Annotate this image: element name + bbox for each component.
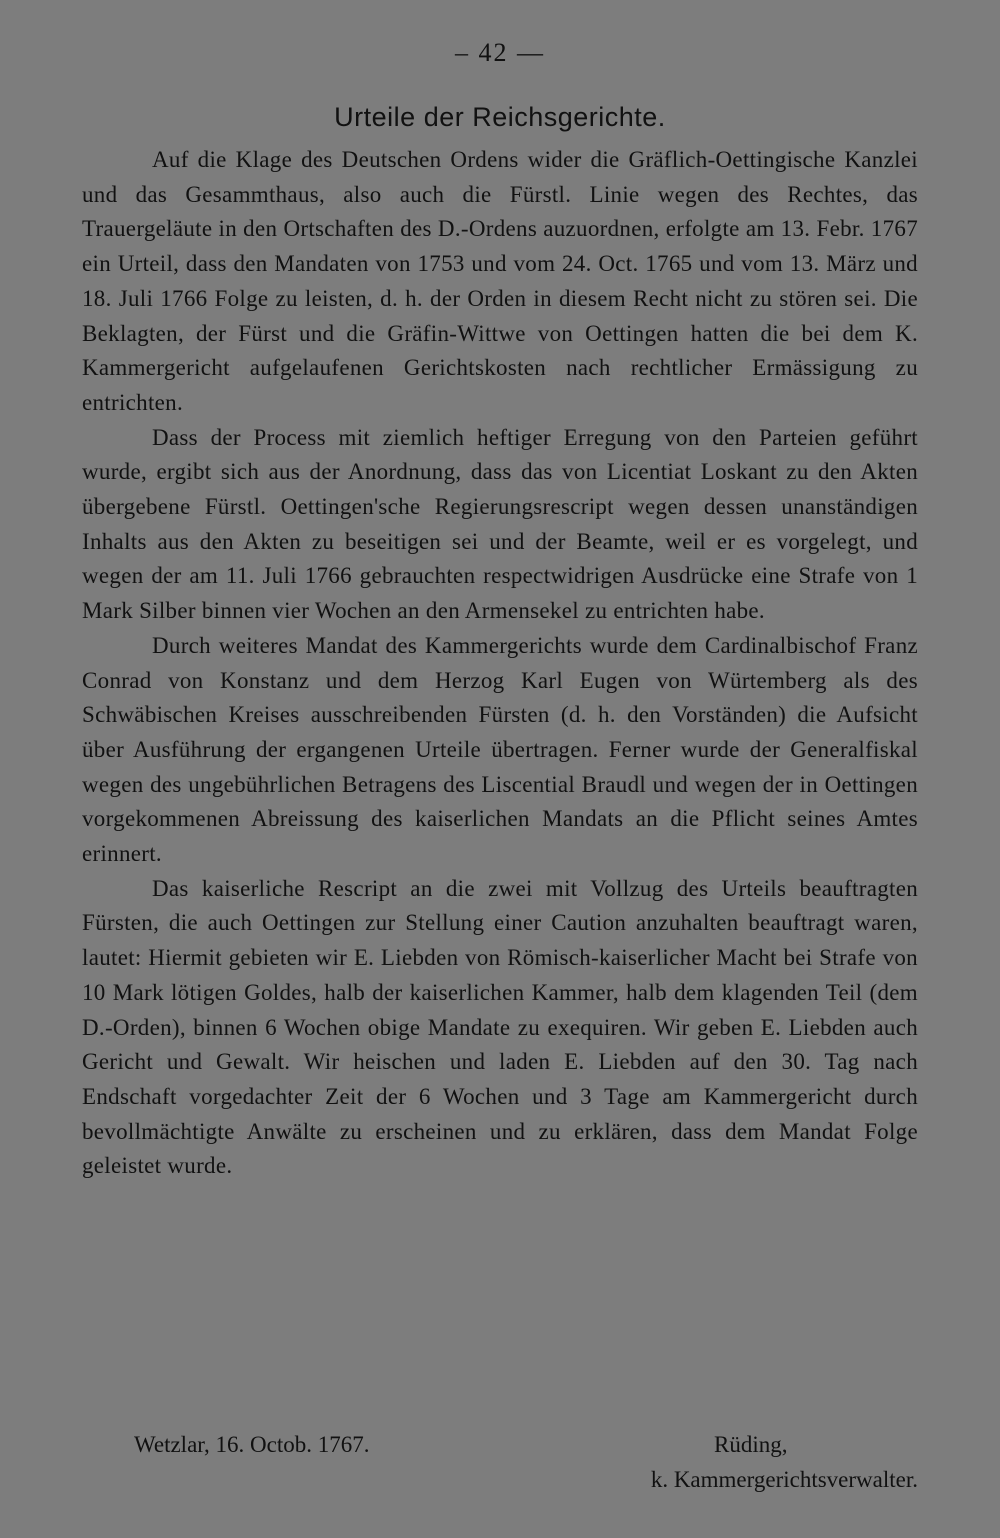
signer-name: Rüding,	[714, 1432, 788, 1457]
place-date: Wetzlar, 16. Octob. 1767.	[134, 1432, 370, 1457]
paragraph-mandate: Durch weiteres Mandat des Kammergerichts wurde dem Cardinalbischof Franz Conrad von Konstanz und dem Herzog Karl Eugen von Würtemberg als des Schwäbischen Kreises ausschreibenden Fürsten (d. h. den Vorständen) die Aufsicht über Ausführung der ergangenen Urteile übertragen. Ferner wurde der Generalfiskal wegen des ungebührlichen Betragens des Liscential Braudl und wegen der in Oettingen vorgekommenen Abreissung des kaiserlichen Mandats an die Pflicht seines Amtes erinnert.	[82, 632, 918, 867]
signature-block	[82, 1428, 918, 1508]
paragraph-rescript: Das kaiserliche Rescript an die zwei mit Vollzug des Urteils beauftragten Fürsten, die auch Oettingen zur Stellung einer Caution anzuhalten beauftragt waren, lautet: Hiermit gebieten wir E. Liebden von Römisch-kaiserlicher Macht bei Strafe von 10 Mark lötigen Goldes, halb der kaiserlichen Kammer, halb dem klagenden Teil (dem D.-Orden), binnen 6 Wochen obige Mandate zu exequiren. Wir geben E. Liebden auch Gericht und Gewalt. Wir heischen und laden E. Liebden auf den 30. Tag nach Endschaft vorgedachter Zeit der 6 Wochen und 3 Tage am Kammergericht durch bevollmächtigte Anwälte zu erscheinen und zu erklären, dass dem Mandat Folge geleistet wurde.	[82, 875, 918, 1179]
paragraph-judgment: Auf die Klage des Deutschen Ordens wider die Gräflich-Oettingische Kanzlei und das Gesammthaus, also auch die Fürstl. Linie wegen des Rechtes, das Trauergeläute in den Ortschaften des D.-Ordens auzuordnen, erfolgte am 13. Febr. 1767 ein Urteil, dass den Mandaten von 1753 und vom 24. Oct. 1765 und vom 13. März und 18. Juli 1766 Folge zu leisten, d. h. der Orden in diesem Recht nicht zu stören sei. Die Beklagten, der Fürst und die Gräfin-Wittwe von Oettingen hatten die bei dem K. Kammergericht aufgelaufenen Gerichtskosten nach rechtlicher Ermässigung zu entrichten.	[82, 147, 918, 415]
paragraph-process: Dass der Process mit ziemlich heftiger Erregung von den Parteien geführt wurde, ergibt sich aus der Anordnung, dass das von Licentiat Loskant zu den Akten übergebene Fürstl. Oettingen'sche Regierungsrescript wegen dessen unanständigen Inhalts aus den Akten zu beseitigen sei und der Beamte, weil er es vorgelegt, und wegen der am 11. Juli 1766 gebrauchten respectwidrigen Ausdrücke eine Strafe von 1 Mark Silber binnen vier Wochen an den Armensekel zu entrichten habe.	[82, 424, 918, 624]
page-number: – 42 —	[455, 38, 545, 67]
body-text	[82, 143, 918, 1184]
signer-title: k. Kammergerichtsverwalter.	[650, 1467, 918, 1492]
section-heading: Urteile der Reichsgerichte.	[334, 102, 666, 132]
